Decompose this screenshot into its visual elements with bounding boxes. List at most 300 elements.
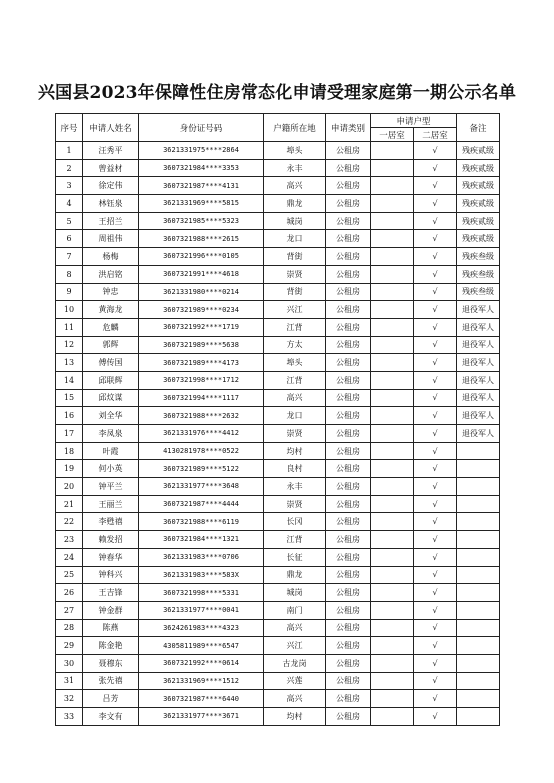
cell-name: 王招兰: [83, 212, 139, 230]
cell-name: 洪启铭: [83, 265, 139, 283]
header-id: 身份证号码: [139, 114, 264, 142]
cell-room2-check: √: [414, 354, 457, 372]
cell-id-number: 3607321987****6440: [139, 690, 264, 708]
cell-name: 邱联辉: [83, 371, 139, 389]
cell-room2-check: √: [414, 230, 457, 248]
cell-seq: 11: [56, 318, 83, 336]
cell-room2-check: √: [414, 584, 457, 602]
cell-room2-check: √: [414, 478, 457, 496]
cell-seq: 33: [56, 708, 83, 726]
header-seq: 序号: [56, 114, 83, 142]
cell-room1-check: [371, 283, 414, 301]
cell-room1-check: [371, 212, 414, 230]
cell-name: 陈金艳: [83, 637, 139, 655]
cell-seq: 5: [56, 212, 83, 230]
cell-name: 陈燕: [83, 619, 139, 637]
table-row: [56, 460, 500, 478]
cell-seq: 22: [56, 513, 83, 531]
cell-id-number: 3621331969****5815: [139, 195, 264, 213]
table-row: [56, 672, 500, 690]
cell-name: 李凤泉: [83, 425, 139, 443]
cell-room1-check: [371, 318, 414, 336]
cell-category: 公租房: [326, 584, 371, 602]
cell-residence: 高兴: [264, 619, 326, 637]
table-row: [56, 301, 500, 319]
cell-category: 公租房: [326, 283, 371, 301]
cell-category: 公租房: [326, 336, 371, 354]
cell-id-number: 3607321984****3353: [139, 159, 264, 177]
table-row: [56, 283, 500, 301]
cell-room2-check: √: [414, 212, 457, 230]
cell-seq: 8: [56, 265, 83, 283]
cell-residence: 方太: [264, 336, 326, 354]
cell-note: 退役军人: [457, 389, 500, 407]
table-row: [56, 248, 500, 266]
cell-category: 公租房: [326, 708, 371, 726]
cell-name: 赖发招: [83, 531, 139, 549]
cell-seq: 30: [56, 654, 83, 672]
cell-name: 邱炆谋: [83, 389, 139, 407]
table-row: [56, 354, 500, 372]
cell-seq: 28: [56, 619, 83, 637]
cell-residence: 崇贤: [264, 265, 326, 283]
cell-note: 退役军人: [457, 354, 500, 372]
header-note: 备注: [457, 114, 500, 142]
cell-room2-check: √: [414, 672, 457, 690]
table-row: [56, 230, 500, 248]
cell-category: 公租房: [326, 513, 371, 531]
cell-residence: 永丰: [264, 159, 326, 177]
cell-note: [457, 619, 500, 637]
cell-room2-check: √: [414, 637, 457, 655]
cell-residence: 背街: [264, 283, 326, 301]
cell-room2-check: √: [414, 265, 457, 283]
table-row: [56, 389, 500, 407]
cell-residence: 永丰: [264, 478, 326, 496]
cell-room2-check: √: [414, 301, 457, 319]
cell-category: 公租房: [326, 566, 371, 584]
cell-name: 钟科兴: [83, 566, 139, 584]
cell-residence: 兴江: [264, 637, 326, 655]
cell-residence: 背街: [264, 248, 326, 266]
cell-category: 公租房: [326, 212, 371, 230]
cell-room2-check: √: [414, 248, 457, 266]
cell-room2-check: √: [414, 159, 457, 177]
cell-note: [457, 672, 500, 690]
cell-name: 钟忠: [83, 283, 139, 301]
cell-room1-check: [371, 619, 414, 637]
cell-residence: 兴莲: [264, 672, 326, 690]
cell-residence: 鼎龙: [264, 195, 326, 213]
cell-room1-check: [371, 460, 414, 478]
cell-category: 公租房: [326, 301, 371, 319]
cell-name: 傅传国: [83, 354, 139, 372]
cell-note: 退役军人: [457, 301, 500, 319]
cell-category: 公租房: [326, 654, 371, 672]
cell-id-number: 3607321988****2632: [139, 407, 264, 425]
cell-name: 刘全华: [83, 407, 139, 425]
cell-id-number: 3621331976****4412: [139, 425, 264, 443]
cell-category: 公租房: [326, 672, 371, 690]
cell-room2-check: √: [414, 371, 457, 389]
cell-seq: 2: [56, 159, 83, 177]
cell-id-number: 3607321992****0614: [139, 654, 264, 672]
cell-room1-check: [371, 566, 414, 584]
table-row: [56, 495, 500, 513]
cell-room2-check: √: [414, 654, 457, 672]
cell-category: 公租房: [326, 230, 371, 248]
cell-room2-check: √: [414, 690, 457, 708]
table-row: [56, 690, 500, 708]
cell-id-number: 3607321989****4173: [139, 354, 264, 372]
cell-id-number: 3607321992****1719: [139, 318, 264, 336]
cell-room1-check: [371, 301, 414, 319]
cell-note: 残疾贰级: [457, 159, 500, 177]
cell-room2-check: √: [414, 531, 457, 549]
table-row: [56, 425, 500, 443]
cell-category: 公租房: [326, 371, 371, 389]
cell-category: 公租房: [326, 637, 371, 655]
cell-room2-check: √: [414, 566, 457, 584]
table-body: [56, 142, 500, 726]
cell-category: 公租房: [326, 425, 371, 443]
cell-residence: 城岗: [264, 212, 326, 230]
cell-seq: 31: [56, 672, 83, 690]
table-row: [56, 548, 500, 566]
cell-id-number: 4305811989****6547: [139, 637, 264, 655]
cell-residence: 均村: [264, 442, 326, 460]
cell-name: 王吉锋: [83, 584, 139, 602]
cell-seq: 25: [56, 566, 83, 584]
cell-residence: 鼎龙: [264, 566, 326, 584]
cell-category: 公租房: [326, 318, 371, 336]
cell-room2-check: √: [414, 425, 457, 443]
cell-seq: 17: [56, 425, 83, 443]
cell-seq: 32: [56, 690, 83, 708]
cell-category: 公租房: [326, 548, 371, 566]
applicant-table: [55, 113, 500, 726]
cell-room2-check: √: [414, 195, 457, 213]
cell-id-number: 3624261983****4323: [139, 619, 264, 637]
cell-residence: 长冈: [264, 513, 326, 531]
cell-note: 退役军人: [457, 425, 500, 443]
cell-name: 黄海龙: [83, 301, 139, 319]
cell-name: 何小英: [83, 460, 139, 478]
cell-category: 公租房: [326, 531, 371, 549]
cell-id-number: 3607321985****5323: [139, 212, 264, 230]
table-row: [56, 336, 500, 354]
cell-residence: 南门: [264, 601, 326, 619]
cell-id-number: 3607321998****5331: [139, 584, 264, 602]
cell-id-number: 3607321996****0105: [139, 248, 264, 266]
cell-residence: 崇贤: [264, 425, 326, 443]
header-residence: 户籍所在地: [264, 114, 326, 142]
cell-id-number: 3621331977****3671: [139, 708, 264, 726]
cell-note: [457, 637, 500, 655]
table-row: [56, 318, 500, 336]
cell-residence: 龙口: [264, 230, 326, 248]
cell-room2-check: √: [414, 619, 457, 637]
cell-name: 林钰泉: [83, 195, 139, 213]
cell-room1-check: [371, 425, 414, 443]
page-title: 兴国县2023年保障性住房常态化申请受理家庭第一期公示名单: [37, 83, 517, 103]
cell-category: 公租房: [326, 248, 371, 266]
cell-note: 残疾贰级: [457, 230, 500, 248]
cell-residence: 古龙岗: [264, 654, 326, 672]
cell-note: [457, 601, 500, 619]
cell-category: 公租房: [326, 142, 371, 160]
cell-room1-check: [371, 548, 414, 566]
cell-room2-check: √: [414, 513, 457, 531]
cell-room2-check: √: [414, 442, 457, 460]
cell-room1-check: [371, 159, 414, 177]
cell-note: 残疾叁级: [457, 283, 500, 301]
cell-id-number: 3621331975****2864: [139, 142, 264, 160]
cell-name: 郭辉: [83, 336, 139, 354]
cell-residence: 高兴: [264, 177, 326, 195]
cell-note: 退役军人: [457, 318, 500, 336]
cell-note: 退役军人: [457, 371, 500, 389]
cell-id-number: 3607321994****1117: [139, 389, 264, 407]
cell-room1-check: [371, 195, 414, 213]
cell-residence: 埠头: [264, 142, 326, 160]
cell-note: [457, 584, 500, 602]
cell-residence: 高兴: [264, 690, 326, 708]
cell-seq: 14: [56, 371, 83, 389]
cell-id-number: 3607321998****1712: [139, 371, 264, 389]
cell-room1-check: [371, 336, 414, 354]
table-row: [56, 142, 500, 160]
cell-room1-check: [371, 478, 414, 496]
cell-seq: 15: [56, 389, 83, 407]
table-row: [56, 212, 500, 230]
cell-room2-check: √: [414, 177, 457, 195]
cell-note: [457, 690, 500, 708]
table-row: [56, 584, 500, 602]
table-row: [56, 531, 500, 549]
cell-name: 钟平兰: [83, 478, 139, 496]
cell-category: 公租房: [326, 389, 371, 407]
cell-room1-check: [371, 672, 414, 690]
cell-residence: 良村: [264, 460, 326, 478]
cell-id-number: 3621331983****0706: [139, 548, 264, 566]
table-row: [56, 601, 500, 619]
cell-note: [457, 548, 500, 566]
table-row: [56, 619, 500, 637]
header-room2: 二居室: [414, 128, 457, 142]
cell-seq: 4: [56, 195, 83, 213]
cell-room2-check: √: [414, 283, 457, 301]
table-row: [56, 654, 500, 672]
cell-room1-check: [371, 601, 414, 619]
cell-name: 钟春华: [83, 548, 139, 566]
cell-room1-check: [371, 142, 414, 160]
cell-category: 公租房: [326, 601, 371, 619]
cell-room1-check: [371, 637, 414, 655]
cell-note: 残疾叁级: [457, 265, 500, 283]
cell-note: [457, 531, 500, 549]
cell-seq: 12: [56, 336, 83, 354]
cell-room2-check: √: [414, 601, 457, 619]
cell-room1-check: [371, 584, 414, 602]
cell-name: 徐定伟: [83, 177, 139, 195]
cell-seq: 29: [56, 637, 83, 655]
cell-category: 公租房: [326, 478, 371, 496]
cell-id-number: 3621331969****1512: [139, 672, 264, 690]
table-row: [56, 407, 500, 425]
cell-residence: 均村: [264, 708, 326, 726]
cell-id-number: 4130281978****0522: [139, 442, 264, 460]
cell-note: 退役军人: [457, 407, 500, 425]
cell-name: 聂穆东: [83, 654, 139, 672]
cell-room2-check: √: [414, 389, 457, 407]
cell-seq: 19: [56, 460, 83, 478]
cell-name: 钟金群: [83, 601, 139, 619]
cell-room1-check: [371, 389, 414, 407]
cell-note: [457, 442, 500, 460]
cell-room2-check: √: [414, 548, 457, 566]
cell-room1-check: [371, 248, 414, 266]
cell-id-number: 3607321988****6119: [139, 513, 264, 531]
cell-room1-check: [371, 371, 414, 389]
cell-id-number: 3621331977****3648: [139, 478, 264, 496]
cell-id-number: 3621331980****0214: [139, 283, 264, 301]
cell-residence: 埠头: [264, 354, 326, 372]
header-room1: 一居室: [371, 128, 414, 142]
cell-room2-check: √: [414, 336, 457, 354]
cell-id-number: 3607321984****1321: [139, 531, 264, 549]
cell-residence: 城岗: [264, 584, 326, 602]
cell-seq: 6: [56, 230, 83, 248]
cell-room2-check: √: [414, 142, 457, 160]
cell-note: [457, 478, 500, 496]
cell-residence: 崇贤: [264, 495, 326, 513]
cell-room1-check: [371, 654, 414, 672]
cell-name: 吕芳: [83, 690, 139, 708]
cell-room2-check: √: [414, 460, 457, 478]
header-name: 申请人姓名: [83, 114, 139, 142]
cell-category: 公租房: [326, 354, 371, 372]
cell-name: 曾益材: [83, 159, 139, 177]
cell-category: 公租房: [326, 460, 371, 478]
cell-category: 公租房: [326, 195, 371, 213]
cell-note: 残疾贰级: [457, 142, 500, 160]
cell-residence: 江背: [264, 371, 326, 389]
table-row: [56, 513, 500, 531]
cell-note: 退役军人: [457, 336, 500, 354]
table-row: [56, 566, 500, 584]
cell-category: 公租房: [326, 495, 371, 513]
cell-room1-check: [371, 690, 414, 708]
cell-name: 汪秀平: [83, 142, 139, 160]
header-row: [56, 114, 500, 128]
cell-note: 残疾叁级: [457, 248, 500, 266]
cell-room1-check: [371, 230, 414, 248]
cell-seq: 23: [56, 531, 83, 549]
cell-seq: 20: [56, 478, 83, 496]
cell-name: 王丽兰: [83, 495, 139, 513]
cell-residence: 江背: [264, 318, 326, 336]
table-row: [56, 195, 500, 213]
cell-id-number: 3607321989****5638: [139, 336, 264, 354]
table-row: [56, 265, 500, 283]
cell-room1-check: [371, 495, 414, 513]
cell-seq: 27: [56, 601, 83, 619]
cell-room1-check: [371, 513, 414, 531]
cell-id-number: 3607321989****0234: [139, 301, 264, 319]
table-row: [56, 371, 500, 389]
cell-id-number: 3607321988****2615: [139, 230, 264, 248]
cell-category: 公租房: [326, 265, 371, 283]
cell-residence: 龙口: [264, 407, 326, 425]
cell-room2-check: √: [414, 407, 457, 425]
cell-category: 公租房: [326, 442, 371, 460]
cell-name: 张先禧: [83, 672, 139, 690]
cell-name: 周祖伟: [83, 230, 139, 248]
cell-id-number: 3607321991****4618: [139, 265, 264, 283]
cell-id-number: 3607321989****5122: [139, 460, 264, 478]
cell-seq: 18: [56, 442, 83, 460]
cell-room2-check: √: [414, 318, 457, 336]
cell-room2-check: √: [414, 708, 457, 726]
cell-seq: 13: [56, 354, 83, 372]
cell-id-number: 3621331983****583X: [139, 566, 264, 584]
cell-seq: 3: [56, 177, 83, 195]
cell-category: 公租房: [326, 407, 371, 425]
cell-residence: 兴江: [264, 301, 326, 319]
cell-note: 残疾贰级: [457, 195, 500, 213]
cell-name: 杨梅: [83, 248, 139, 266]
cell-seq: 21: [56, 495, 83, 513]
cell-seq: 26: [56, 584, 83, 602]
table-row: [56, 478, 500, 496]
cell-seq: 10: [56, 301, 83, 319]
cell-name: 危麟: [83, 318, 139, 336]
table-row: [56, 177, 500, 195]
cell-seq: 24: [56, 548, 83, 566]
cell-note: [457, 513, 500, 531]
cell-seq: 1: [56, 142, 83, 160]
cell-room1-check: [371, 531, 414, 549]
table-row: [56, 159, 500, 177]
cell-residence: 江背: [264, 531, 326, 549]
table-row: [56, 637, 500, 655]
cell-name: 叶霞: [83, 442, 139, 460]
cell-note: [457, 654, 500, 672]
cell-category: 公租房: [326, 159, 371, 177]
cell-room1-check: [371, 442, 414, 460]
cell-room1-check: [371, 177, 414, 195]
cell-room2-check: √: [414, 495, 457, 513]
cell-room1-check: [371, 354, 414, 372]
cell-note: [457, 495, 500, 513]
cell-seq: 16: [56, 407, 83, 425]
cell-room1-check: [371, 708, 414, 726]
cell-residence: 高兴: [264, 389, 326, 407]
cell-category: 公租房: [326, 177, 371, 195]
cell-seq: 7: [56, 248, 83, 266]
cell-id-number: 3607321987****4444: [139, 495, 264, 513]
cell-note: 残疾贰级: [457, 212, 500, 230]
cell-category: 公租房: [326, 690, 371, 708]
cell-category: 公租房: [326, 619, 371, 637]
cell-id-number: 3607321987****4131: [139, 177, 264, 195]
cell-room1-check: [371, 265, 414, 283]
table-row: [56, 708, 500, 726]
header-household: 申请户型: [371, 114, 457, 128]
cell-note: [457, 708, 500, 726]
cell-name: 李文有: [83, 708, 139, 726]
